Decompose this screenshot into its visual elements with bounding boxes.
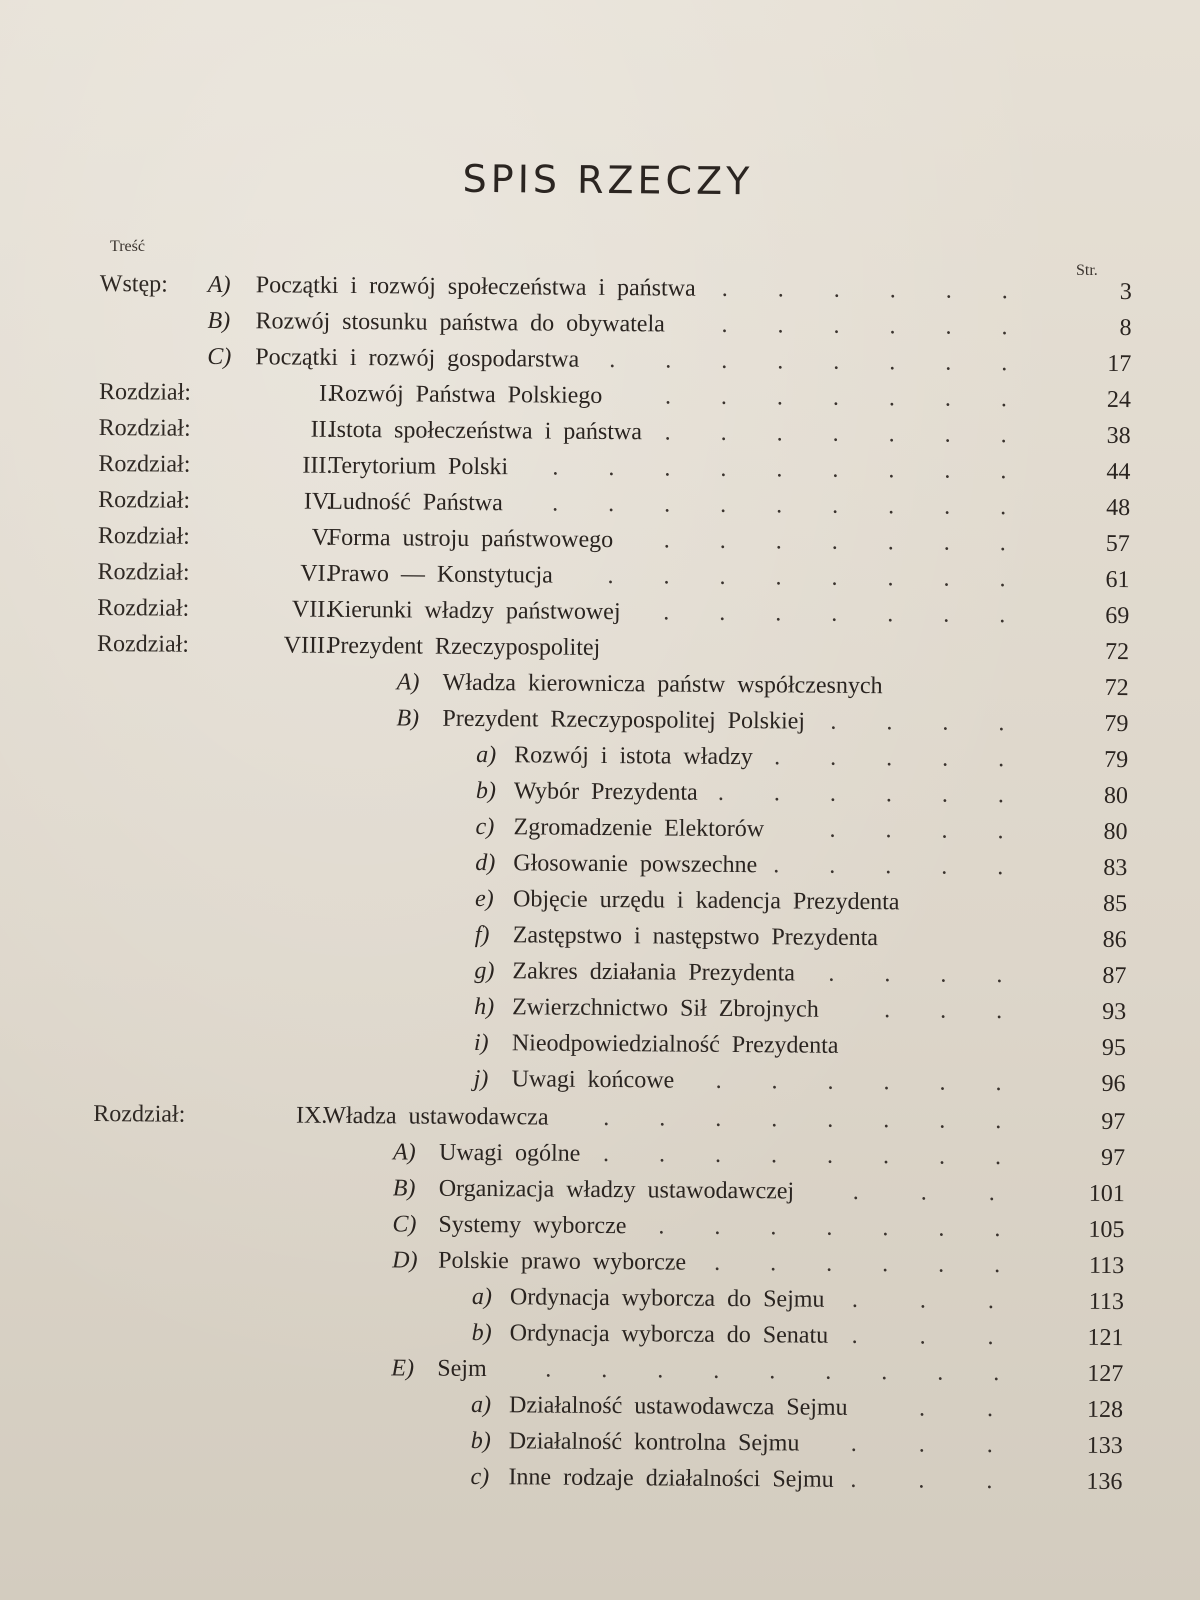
entry-page: 96: [1101, 1070, 1126, 1098]
entry-marker: B): [396, 705, 420, 732]
dot-leader: . . .: [851, 1322, 1022, 1351]
entry-title: Rozwój i istota władzy: [514, 742, 753, 771]
dot-leader: . . . . . .: [721, 311, 1030, 341]
entry-marker: g): [474, 957, 495, 985]
entry-title: Władza ustawodawcza: [323, 1102, 549, 1131]
entry-page: 80: [1103, 818, 1128, 846]
entry-page: 80: [1103, 782, 1128, 810]
entry-page: 85: [1102, 890, 1128, 918]
entry-title: Władza kierownicza państw współczesnych: [442, 669, 883, 700]
entry-title: Terytorium Polski: [328, 452, 509, 481]
entry-page: 121: [1087, 1324, 1124, 1352]
entry-title: Rozwój stosunku państwa do obywatela: [255, 308, 665, 338]
entry-page: 86: [1102, 926, 1127, 954]
chapter-number: III.: [302, 452, 333, 479]
dot-leader: . . . . . . .: [663, 599, 1028, 629]
entry-page: 69: [1105, 602, 1130, 630]
entry-marker: A): [396, 669, 420, 696]
entry-marker: e): [474, 885, 494, 913]
dot-leader: . . . .: [830, 708, 1027, 737]
dot-leader: . . . . . . . . .: [552, 490, 1029, 521]
entry-title: Zakres działania Prezydenta: [512, 958, 796, 987]
dot-leader: . . . . . . .: [663, 527, 1028, 557]
entry-page: 95: [1101, 1034, 1126, 1062]
entry-page: 24: [1106, 386, 1132, 414]
entry-title: Działalność ustawodawcza Sejmu: [508, 1392, 848, 1421]
entry-marker: f): [474, 921, 490, 949]
entry-title: Uwagi ogólne: [438, 1139, 581, 1167]
content-column-label: Treść: [110, 238, 145, 255]
entry-title: Uwagi końcowe: [511, 1066, 675, 1094]
entry-title: Wybór Prezydenta: [513, 778, 698, 806]
entry-page: 79: [1104, 746, 1129, 774]
entry-title: Prezydent Rzeczypospolitej Polskiej: [442, 705, 806, 735]
entry-title: Polskie prawo wyborcze: [438, 1247, 687, 1276]
entry-prefix: Wstęp:: [99, 270, 168, 298]
entry-page: 97: [1101, 1108, 1126, 1136]
entry-page: 113: [1088, 1252, 1125, 1280]
dot-leader: . . . . . . . .: [609, 347, 1030, 377]
entry-title: Sejm: [437, 1355, 487, 1383]
chapter-number: VIII.: [283, 632, 332, 659]
dot-leader: . . . . . . . .: [607, 562, 1028, 593]
entry-page: 101: [1088, 1180, 1125, 1208]
entry-marker: c): [470, 1463, 490, 1491]
entry-page: 133: [1086, 1432, 1123, 1460]
entry-prefix: Rozdział:: [93, 1100, 186, 1128]
page-column-label: Str.: [1076, 262, 1098, 279]
entry-page: 72: [1104, 638, 1130, 666]
entry-page: 87: [1102, 962, 1127, 990]
entry-marker: b): [470, 1427, 491, 1455]
entry-page: 57: [1105, 530, 1130, 558]
chapter-number: VI.: [300, 560, 332, 587]
entry-marker: A): [207, 271, 231, 299]
toc-subsection: [90, 1456, 1130, 1500]
page-title: SPIS RZECZY: [462, 156, 754, 204]
entry-title: Zwierzchnictwo Sił Zbrojnych: [512, 994, 819, 1023]
entry-marker: h): [474, 993, 495, 1021]
entry-marker: E): [391, 1355, 415, 1382]
entry-page: 105: [1088, 1216, 1125, 1244]
entry-page: 48: [1106, 494, 1131, 522]
entry-page: 93: [1102, 998, 1127, 1026]
entry-title: Prawo — Konstytucja: [327, 560, 553, 589]
entry-page: 72: [1104, 674, 1129, 702]
entry-prefix: Rozdział:: [97, 594, 190, 622]
entry-title: Nieodpowiedzialność Prezydenta: [511, 1030, 839, 1059]
entry-marker: b): [471, 1319, 492, 1347]
dot-leader: . . . . . .: [714, 1249, 1023, 1279]
entry-page: 79: [1104, 710, 1129, 738]
entry-marker: B): [392, 1175, 416, 1202]
dot-leader: . . .: [852, 1178, 1023, 1207]
entry-title: Forma ustroju państwowego: [327, 524, 614, 554]
entry-prefix: Rozdział:: [98, 378, 192, 406]
entry-marker: B): [207, 307, 231, 335]
entry-title: Ordynacja wyborcza do Senatu: [509, 1320, 829, 1349]
toc-subsection: [93, 1058, 1133, 1102]
entry-marker: a): [470, 1391, 492, 1419]
entry-page: 17: [1107, 350, 1132, 378]
entry-prefix: Rozdział:: [98, 414, 191, 442]
entry-title: Organizacja władzy ustawodawczej: [438, 1175, 795, 1205]
entry-prefix: Rozdział:: [97, 522, 190, 550]
entry-title: Głosowanie powszechne: [513, 850, 758, 879]
chapter-number: VII.: [291, 596, 332, 623]
dot-leader: . . . . . . .: [658, 1213, 1023, 1243]
entry-page: 8: [1119, 315, 1132, 342]
entry-title: Początki i rozwój gospodarstwa: [255, 344, 580, 373]
entry-marker: a): [471, 1283, 493, 1311]
dot-leader: . . . . . . . . .: [545, 1356, 1022, 1387]
entry-title: Inne rodzaje działalności Sejmu: [508, 1464, 834, 1493]
entry-marker: A): [392, 1139, 416, 1166]
entry-title: Kierunki władzy państwowej: [327, 596, 621, 626]
dot-leader: . . . . . . .: [664, 419, 1029, 449]
chapter-number: IV.: [303, 488, 333, 515]
chapter-number: I.: [318, 380, 334, 407]
dot-leader: . . .: [884, 997, 1025, 1025]
dot-leader: . . . .: [829, 816, 1026, 845]
entry-page: 127: [1087, 1360, 1124, 1388]
dot-leader: . . . . . .: [715, 1067, 1024, 1097]
entry-title: Ordynacja wyborcza do Sejmu: [509, 1284, 825, 1313]
entry-marker: d): [475, 849, 496, 877]
entry-title: Ludność Państwa: [328, 488, 503, 517]
entry-title: Początki i rozwój społeczeństwa i państwa: [255, 272, 696, 302]
entry-title: Prezydent Rzeczypospolitej: [326, 632, 601, 661]
entry-prefix: Rozdział:: [98, 486, 191, 514]
dot-leader: . .: [918, 1395, 1022, 1423]
dot-leader: . . . .: [828, 960, 1025, 989]
dot-leader: . . . . . .: [721, 275, 1030, 305]
entry-prefix: Rozdział:: [96, 630, 190, 658]
chapter-number: IX.: [295, 1102, 328, 1129]
entry-marker: c): [475, 813, 495, 841]
entry-marker: i): [473, 1029, 489, 1057]
entry-page: 38: [1106, 422, 1131, 450]
dot-leader: . . . . . .: [717, 779, 1026, 809]
entry-marker: D): [392, 1247, 418, 1274]
entry-page: 3: [1119, 279, 1132, 306]
dot-leader: . . .: [850, 1466, 1021, 1495]
entry-marker: C): [392, 1211, 417, 1238]
entry-page: 44: [1106, 458, 1131, 486]
entry-title: Działalność kontrolna Sejmu: [508, 1428, 800, 1457]
entry-page: 128: [1086, 1396, 1124, 1424]
entry-title: Rozwój Państwa Polskiego: [328, 380, 603, 409]
dot-leader: . . . . .: [774, 744, 1027, 773]
entry-page: 83: [1103, 854, 1128, 882]
chapter-number: V.: [311, 524, 332, 551]
entry-title: Zgromadzenie Elektorów: [513, 814, 765, 843]
entry-page: 61: [1105, 566, 1130, 594]
entry-title: Zastępstwo i następstwo Prezydenta: [512, 922, 879, 952]
entry-title: Objęcie urzędu i kadencja Prezydenta: [512, 886, 900, 916]
dot-leader: . . . . . . .: [664, 383, 1030, 413]
entry-prefix: Rozdział:: [98, 450, 191, 478]
chapter-number: II.: [310, 416, 333, 443]
dot-leader: . . .: [850, 1430, 1021, 1459]
entry-marker: j): [473, 1065, 489, 1093]
dot-leader: . . . . .: [773, 852, 1026, 881]
table-of-contents: [90, 266, 1140, 1500]
entry-title: Systemy wyborcze: [438, 1211, 627, 1240]
entry-prefix: Rozdział:: [97, 558, 190, 586]
dot-leader: . . . . . . . .: [603, 1104, 1024, 1135]
entry-marker: b): [475, 777, 496, 805]
entry-marker: a): [476, 741, 497, 769]
entry-marker: C): [207, 343, 232, 371]
dot-leader: . . . . . . . . .: [552, 454, 1029, 485]
entry-title: Istota społeczeństwa i państwa: [328, 416, 643, 446]
dot-leader: . . . . . . . .: [602, 1140, 1024, 1171]
entry-page: 113: [1088, 1288, 1124, 1316]
entry-page: 97: [1100, 1144, 1126, 1172]
entry-page: 136: [1086, 1468, 1123, 1496]
dot-leader: . . .: [851, 1286, 1022, 1315]
